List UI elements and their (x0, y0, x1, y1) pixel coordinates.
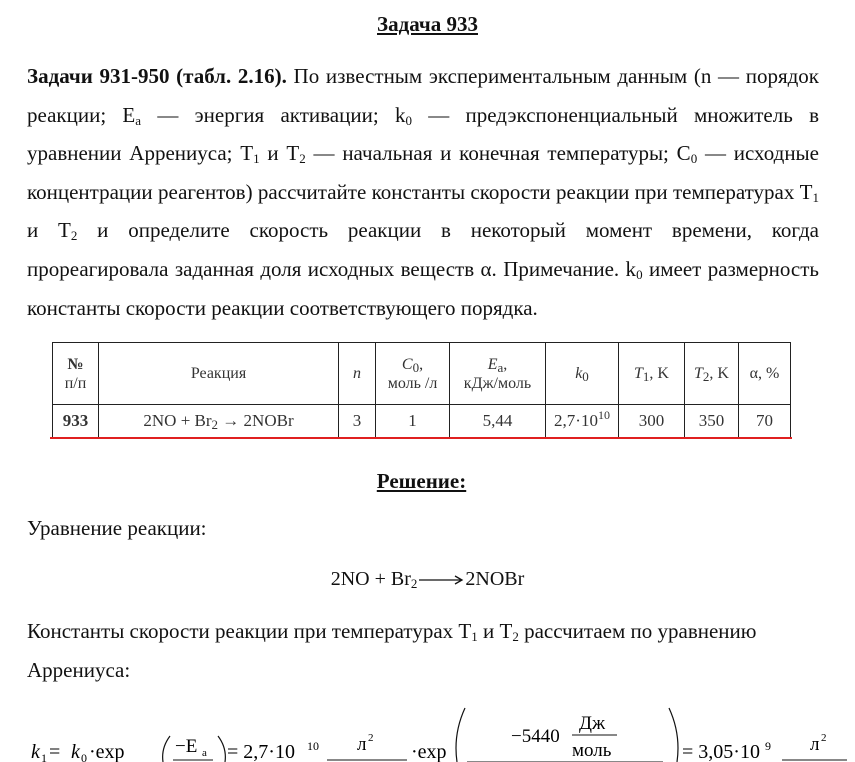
svg-text:−5440: −5440 (511, 726, 560, 747)
svg-text:a: a (202, 747, 207, 759)
table-header-row (53, 343, 791, 405)
col-header-k0: $k_0$ (546, 343, 619, 405)
svg-text:л: л (357, 734, 367, 755)
cell-c0: 1 (376, 405, 450, 438)
cell-number: 933 (53, 405, 99, 438)
svg-text:·exp: ·exp (411, 741, 447, 762)
svg-text:л: л (810, 734, 820, 755)
svg-text:1: 1 (41, 751, 47, 762)
svg-text:=: = (49, 741, 61, 762)
cell-k0: $2,7\cdot 10^{10}$ (546, 405, 619, 438)
col-header-c0: $C_0$, моль /л (376, 343, 450, 405)
cell-alpha: 70 (739, 405, 791, 438)
svg-text:= 3,05·10: = 3,05·10 (682, 741, 760, 762)
svg-text:= 2,7·10: = 2,7·10 (227, 741, 295, 762)
svg-text:k: k (31, 741, 40, 762)
cell-t2: 350 (685, 405, 739, 438)
cell-t1: 300 (619, 405, 685, 438)
problem-title: Задача 933 (377, 12, 478, 36)
svg-text:9: 9 (765, 739, 771, 753)
data-table (52, 342, 791, 438)
col-header-ea: $E_a$, кДж/моль (450, 343, 546, 405)
reaction-equation: $2NO + Br_2$ 2NOBr (330, 568, 525, 591)
formula-svg (27, 704, 847, 762)
svg-text:k: k (71, 741, 80, 762)
svg-text:моль: моль (572, 740, 612, 761)
arrhenius-intro: Константы скорости реакции при температурах $T_1$ и $T_2$ рассчитаем по уравнению Аррениуса: (27, 619, 757, 682)
cell-ea: 5,44 (450, 405, 546, 438)
svg-text:−E: −E (175, 736, 198, 757)
problem-statement: Задачи 931-950 (табл. 2.16). По известным экспериментальным данным (n — порядок реакции; $E_a$ — энергия активации; $k_0$ — предэкспоненциальный множитель в уравнении Аррениуса; $T_1$ и $T_2$ — начальная и конечная температуры; $C_0$ — исходные концентрации реагентов) рассчитайте константы скорости реакции при температурах $T_1$ и $T_2$ и определите скорость реакции в некоторый момент времени, когда прореагировала заданная доля исходных веществ α. Примечание. $k_0$ имеет размерность константы скорости реакции соответствующего порядка. (27, 64, 820, 320)
arrhenius-formula (27, 704, 847, 762)
col-header-n: n (339, 343, 376, 405)
reaction-arrow-icon (417, 574, 465, 586)
cell-n: 3 (339, 405, 376, 438)
col-header-number: № п/п (53, 343, 99, 405)
svg-text:2: 2 (368, 732, 374, 744)
solution-heading: Решение: (376, 469, 467, 493)
svg-text:Дж: Дж (579, 713, 606, 734)
equation-label: Уравнение реакции: (27, 516, 207, 540)
col-header-alpha: α, % (739, 343, 791, 405)
col-header-t2: $T_2$, K (685, 343, 739, 405)
cell-reaction: $2NO + Br_2$ → 2NOBr (99, 405, 339, 438)
problem-range-label: Задачи 931-950 (табл. 2.16). (27, 64, 287, 88)
table-row (53, 405, 791, 438)
row-highlight-underline (50, 437, 792, 439)
col-header-t1: $T_1$, K (619, 343, 685, 405)
svg-text:0: 0 (81, 751, 87, 762)
svg-text:·exp: ·exp (89, 741, 125, 762)
col-header-reaction: Реакция (99, 343, 339, 405)
svg-text:10: 10 (307, 739, 319, 753)
svg-text:2: 2 (821, 732, 827, 744)
